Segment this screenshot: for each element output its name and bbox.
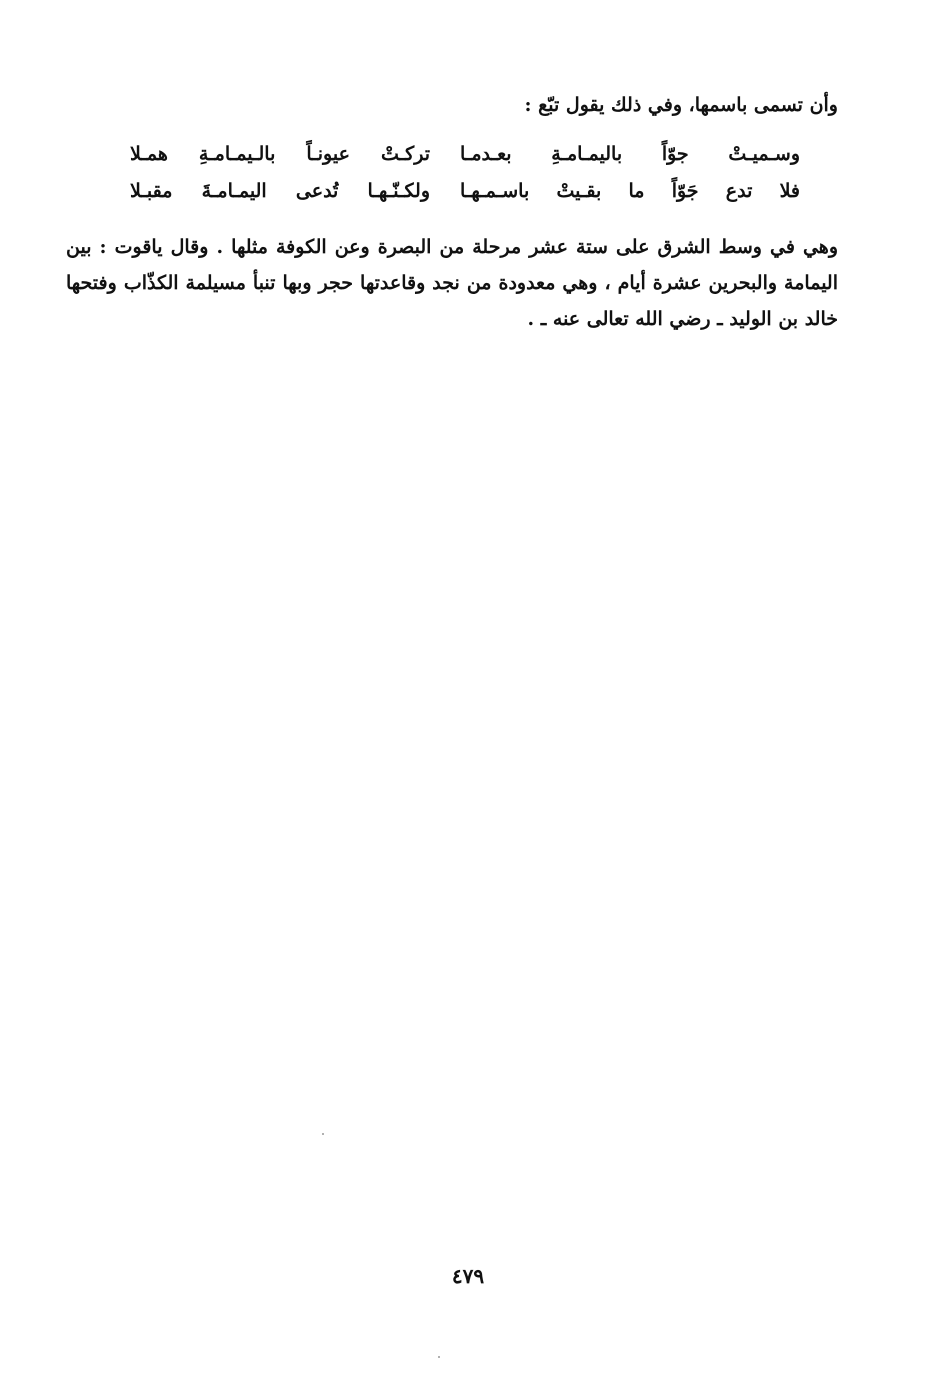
poem-verse-2 — [130, 180, 800, 206]
verse-1-first-hemistich: وسـميـتْ جوّاً باليمـامـةِ بعـدمـا — [460, 143, 800, 165]
verse-2-first-hemistich: فلا تدع جَوّاً ما بقـيتْ باسـمـهـا — [460, 180, 800, 202]
body-paragraph: وهي في وسط الشرق على ستة عشر مرحلة من البصرة وعن الكوفة مثلها . وقال ياقوت : بين اليمامة والبحرين عشرة أيام ، وهي معدودة من نجد وقاعدتها حجر وبها تنبأ مسيلمة الكذّاب وفتحها خالد بن الوليد ـ رضي الله تعالى عنه ـ . — [66, 236, 838, 330]
page-number: ٤٧٩ — [451, 1264, 485, 1288]
intro-line: وأن تسمى باسمها، وفي ذلك يقول تبّع : — [524, 94, 838, 116]
verse-1-second-hemistich: تركـتْ عيونـاً بالـيمـامـةِ همـلا — [130, 143, 430, 165]
verse-2-second-hemistich: ولكـنّـهـا تُدعى اليمـامـةَ مقبـلا — [130, 180, 430, 202]
poem-verse-1 — [130, 143, 800, 169]
scan-speck — [322, 1133, 324, 1135]
scan-speck — [438, 1356, 440, 1358]
